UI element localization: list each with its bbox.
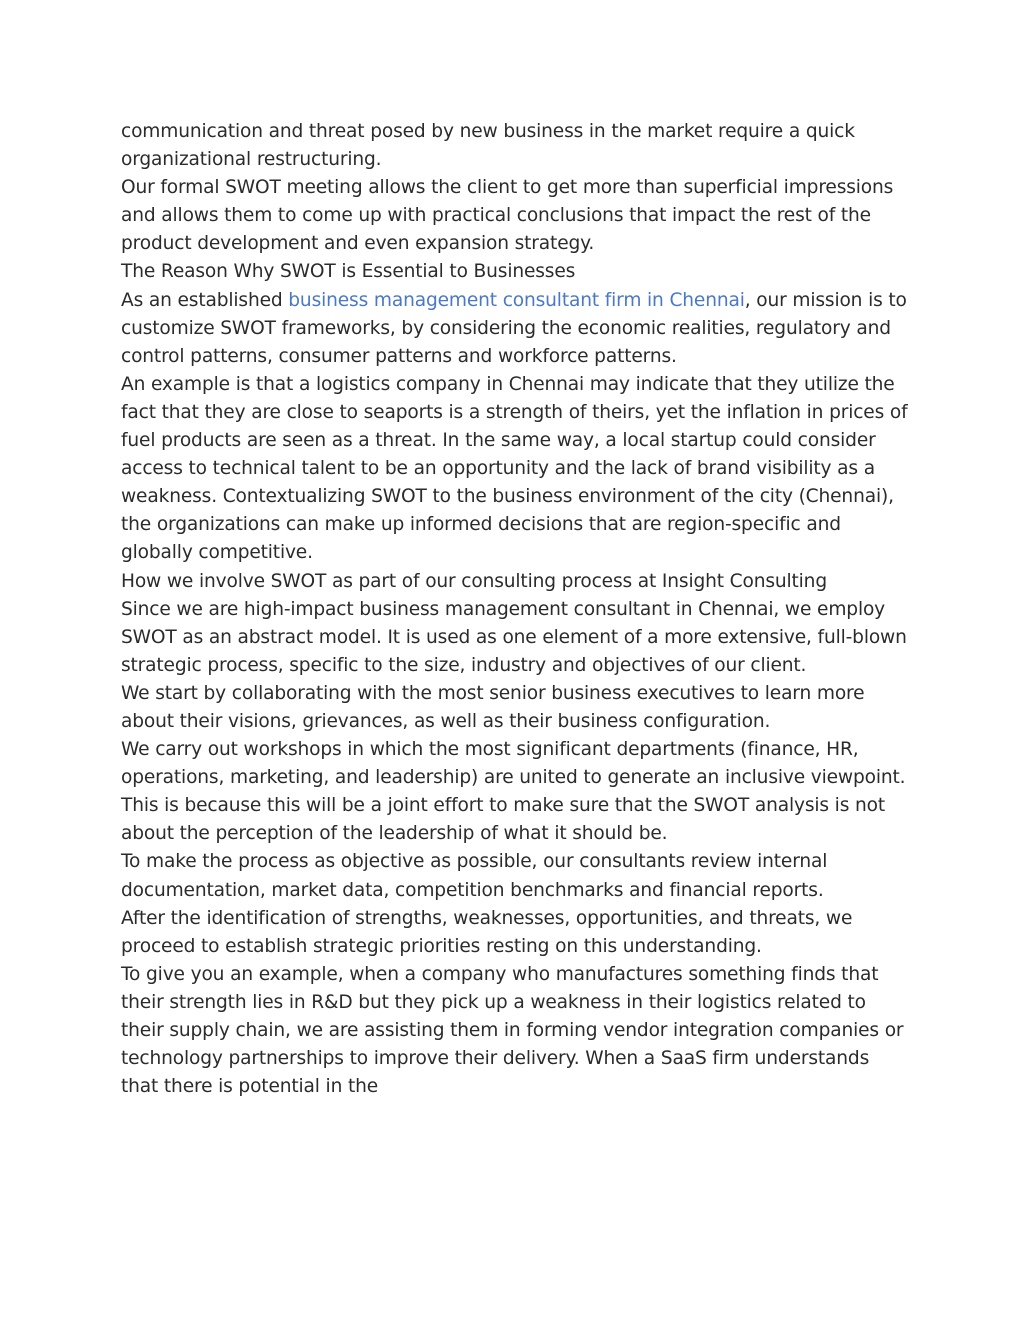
paragraph-collaborating: We start by collaborating with the most senior business executives to learn more about their visions, grievances, as well as their business configuration. [121, 682, 865, 732]
section-heading-consulting-process: How we involve SWOT as part of our consulting process at Insight Consulting [121, 570, 827, 592]
paragraph-restructuring: communication and threat posed by new business in the market require a quick organizational restructuring. [121, 121, 855, 171]
mission-text-before: As an established [121, 289, 289, 311]
paragraph-strategic-priorities: After the identification of strengths, weaknesses, opportunities, and threats, we proceed to establish strategic priorities resting on this understanding. [121, 907, 853, 957]
paragraph-workshops: We carry out workshops in which the most significant departments (finance, HR, operations, marketing, and leadership) are united to generate an inclusive viewpoint. This is because this will be a joint effort to make sure that the SWOT analysis is not about the perception of the leadership of what it should be. [121, 739, 906, 845]
paragraph-logistics-example: An example is that a logistics company in Chennai may indicate that they utilize the fact that they are close to seaports is a strength of theirs, yet the inflation in prices of fuel products are seen as a threat. In the same way, a local startup could consider access to technical talent to be an opportunity and the lack of brand visibility as a weakness. Contextualizing SWOT to the business environment of the city (Chennai), the organizations can make up informed decisions that are region-specific and globally competitive. [121, 373, 908, 564]
section-heading-swot-essential: The Reason Why SWOT is Essential to Businesses [121, 261, 576, 283]
paragraph-manufacturer-example: To give you an example, when a company who manufactures something finds that their strength lies in R&D but they pick up a weakness in their logistics related to their supply chain, we are assisting them in forming vendor integration companies or technology partnerships to improve their delivery. When a SaaS firm understands that there is potential in the [121, 963, 904, 1098]
mission-text-after: , our mission is to customize SWOT frameworks, by considering the economic realities, regulatory and control patterns, consumer patterns and workforce patterns. [121, 289, 907, 367]
paragraph-abstract-model: Since we are high-impact business management consultant in Chennai, we employ SWOT as an abstract model. It is used as one element of a more extensive, full-blown strategic process, specific to the size, industry and objectives of our client. [121, 598, 907, 676]
paragraph-swot-meeting: Our formal SWOT meeting allows the client to get more than superficial impressions and allows them to come up with practical conclusions that impact the rest of the product development and even expansion strategy. [121, 177, 894, 255]
paragraph-objective-review: To make the process as objective as possible, our consultants review internal documentation, market data, competition benchmarks and financial reports. [121, 851, 828, 901]
document-page [121, 118, 911, 1101]
consultant-firm-link[interactable]: business management consultant firm in Chennai [288, 289, 745, 311]
paragraph-mission [121, 287, 911, 371]
